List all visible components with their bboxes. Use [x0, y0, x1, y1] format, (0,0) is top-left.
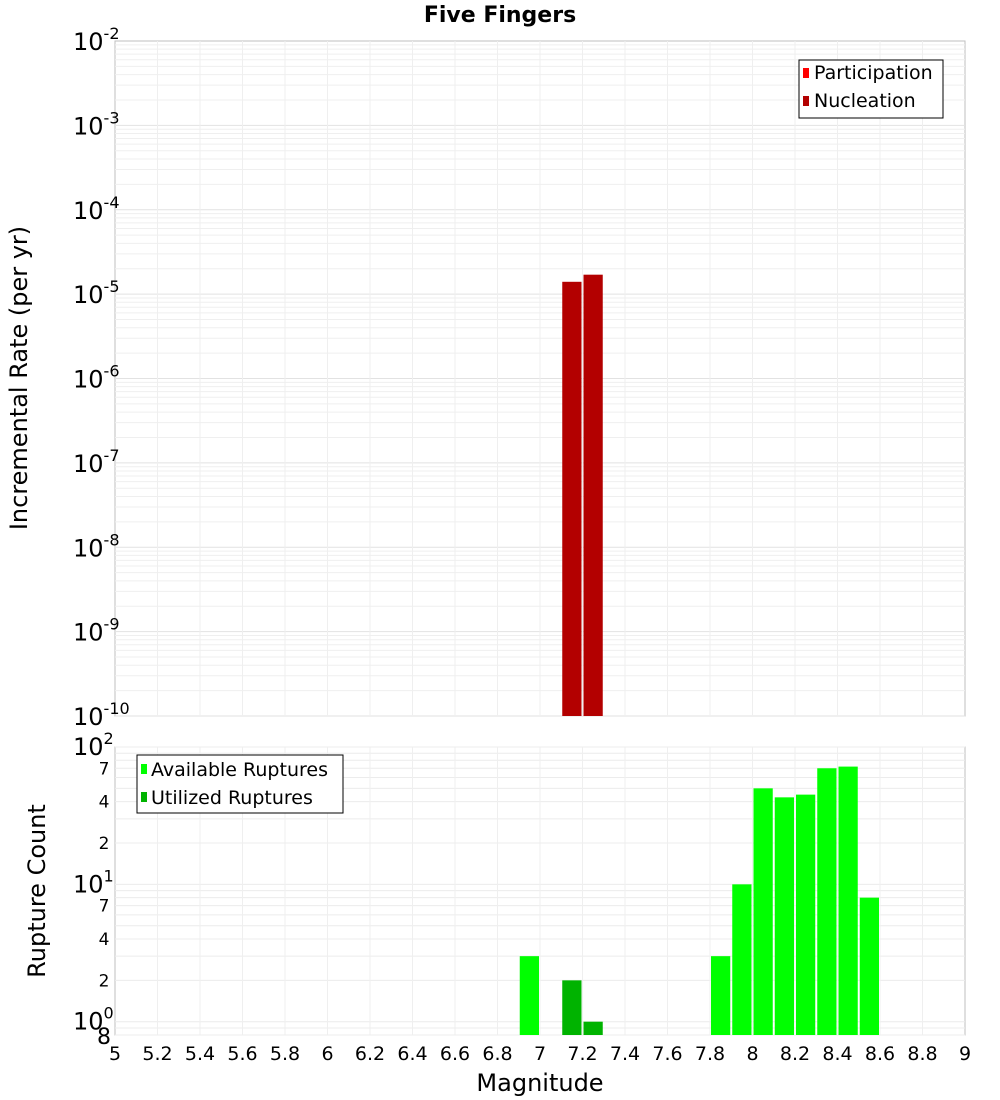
- x-tick-label: 5.2: [142, 1043, 173, 1065]
- x-tick-labels: [109, 1043, 971, 1065]
- x-tick-label: 7.2: [567, 1043, 598, 1065]
- bottom-y-tick-label: $10^2$: [73, 729, 114, 761]
- bar-available-ruptures: [754, 788, 773, 1035]
- x-tick-label: 6.4: [397, 1043, 428, 1065]
- legend-label-participation: Participation: [814, 62, 933, 84]
- bottom-plot: [23, 729, 971, 1097]
- x-tick-label: 6.8: [482, 1043, 513, 1065]
- bottom-y-tick-label: 4: [98, 792, 110, 813]
- x-tick-label: 5.8: [269, 1043, 301, 1065]
- x-tick-label: 6.6: [439, 1043, 471, 1065]
- bottom-y-tick-label: $10^1$: [73, 866, 114, 899]
- top-y-tick-label: $10^{-4}$: [73, 192, 120, 225]
- legend-label-nucleation: Nucleation: [814, 90, 916, 112]
- legend-swatch-utilized-ruptures: [141, 792, 147, 802]
- bottom-y-tick-label: 2: [98, 834, 110, 854]
- top-y-tick-label: $10^{-8}$: [73, 530, 120, 563]
- top-legend: [799, 60, 943, 118]
- bottom-y-axis-label: Rupture Count: [23, 804, 51, 978]
- x-tick-label: 5: [108, 1043, 122, 1065]
- top-y-tick-label: $10^{-5}$: [73, 277, 120, 310]
- x-tick-label: 6: [321, 1043, 334, 1065]
- bar-nucleation: [562, 282, 581, 716]
- bar-available-ruptures: [839, 767, 858, 1035]
- x-tick-label: 5.4: [184, 1043, 216, 1065]
- bar-available-ruptures: [732, 884, 751, 1035]
- x-tick-label: 8.4: [822, 1043, 853, 1065]
- x-tick-label: 8.8: [907, 1043, 938, 1065]
- chart-title: Five Fingers: [423, 3, 577, 28]
- top-plot: [5, 24, 965, 731]
- bar-available-ruptures: [860, 898, 879, 1035]
- top-y-tick-label: $10^{-10}$: [73, 699, 130, 731]
- bottom-legend: [137, 755, 343, 813]
- top-gridlines: [115, 41, 965, 716]
- x-tick-label: 8.2: [779, 1043, 811, 1065]
- bottom-y-tick-labels: [73, 729, 114, 1050]
- top-y-tick-label: $10^{-7}$: [73, 445, 120, 478]
- bottom-y-tick-label: 4: [98, 930, 110, 950]
- x-axis-label: Magnitude: [476, 1069, 604, 1097]
- bar-available-ruptures: [711, 956, 730, 1035]
- bar-available-ruptures: [796, 795, 815, 1035]
- bar-available-ruptures: [775, 797, 794, 1035]
- legend-label-utilized-ruptures: Utilized Ruptures: [151, 787, 313, 809]
- bar-nucleation: [584, 275, 603, 716]
- bar-available-ruptures: [520, 956, 539, 1035]
- x-tick-label: 7.4: [609, 1043, 641, 1065]
- x-tick-label: 5.6: [227, 1043, 258, 1065]
- legend-swatch-nucleation: [803, 96, 809, 106]
- bottom-y-tick-label: 7: [98, 896, 110, 917]
- top-y-tick-label: $10^{-9}$: [73, 614, 120, 647]
- x-tick-label: 8.6: [864, 1043, 896, 1065]
- legend-label-available-ruptures: Available Ruptures: [151, 759, 328, 781]
- x-tick-label: 6.2: [354, 1043, 386, 1065]
- bottom-y-tick-label: 7: [98, 759, 110, 780]
- bar-utilized-ruptures: [584, 1022, 603, 1035]
- bottom-y-tick-label: $10^0$: [73, 1003, 114, 1036]
- top-y-tick-label: $10^{-3}$: [73, 108, 120, 141]
- legend-swatch-available-ruptures: [141, 764, 147, 774]
- bar-utilized-ruptures: [562, 980, 581, 1035]
- x-tick-label: 7: [533, 1043, 547, 1065]
- bar-available-ruptures: [817, 768, 836, 1035]
- legend-swatch-participation: [803, 68, 809, 78]
- bottom-y-tick-label: 2: [98, 971, 110, 992]
- x-tick-label: 9: [958, 1043, 972, 1065]
- top-y-tick-label: $10^{-6}$: [73, 361, 120, 394]
- x-tick-label: 7.6: [652, 1043, 683, 1065]
- top-y-tick-label: $10^{-2}$: [73, 24, 120, 56]
- x-tick-label: 7.8: [694, 1043, 726, 1065]
- x-tick-label: 8: [746, 1043, 759, 1065]
- bottom-y-tick-label: 8: [97, 1025, 111, 1050]
- top-y-axis-label: Incremental Rate (per yr): [5, 225, 33, 531]
